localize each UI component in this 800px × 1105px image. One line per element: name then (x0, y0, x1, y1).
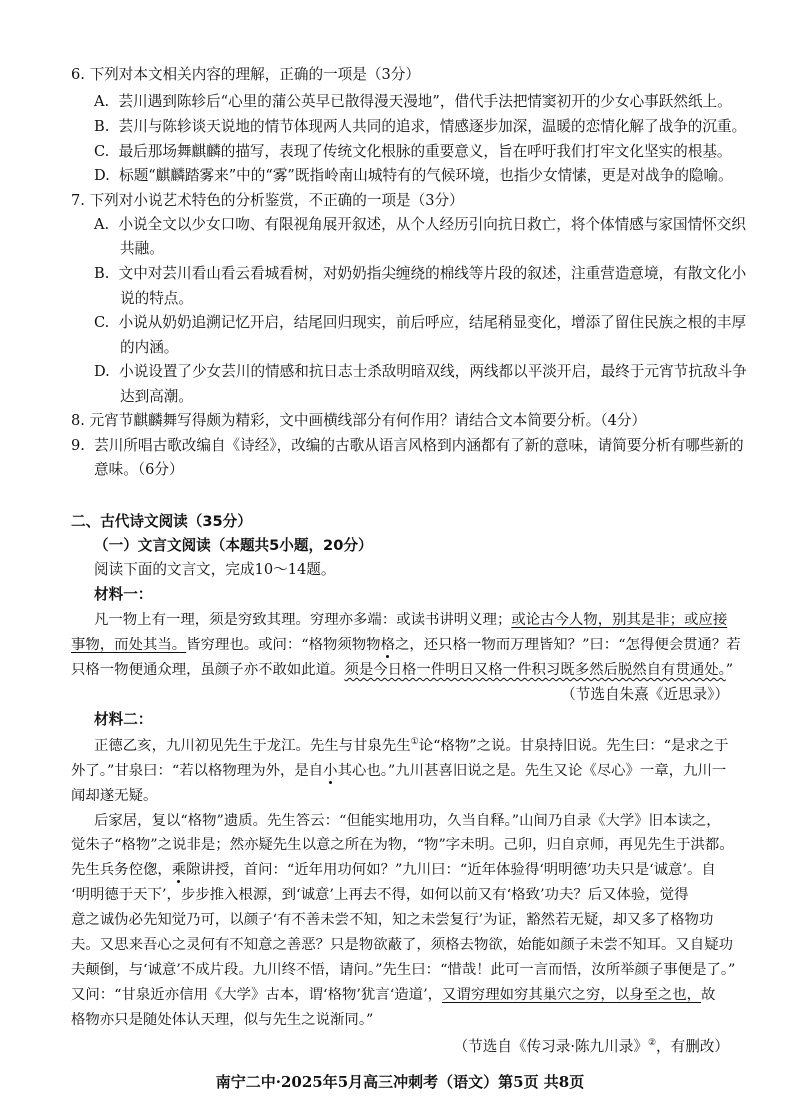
question-7-option-b: B. 文中对芸川看山看云看城看树，对奶奶指尖缠绕的棉线等片段的叙述，注重营造意境，有散文化小 (94, 265, 747, 282)
reading-instruction: 阅读下面的文言文，完成10～14题。 (94, 561, 336, 578)
footnote-marker: ① (410, 737, 419, 748)
material-2-line: ‘明明德于天下’，步步推入根源，到‘诚意’上再去不得，如何以前又有‘格致’功夫？后又体验，觉得 (71, 887, 689, 903)
material-1-text: 皆穷理也。或问：“格物须物物 (186, 637, 381, 653)
material-2-line (71, 760, 726, 782)
question-7-option-a-cont: 共融。 (120, 240, 164, 257)
material-2-text: 外了。”甘泉曰：“若以格物理为外，是自 (71, 763, 324, 779)
emphasis-dotted-char: 小 (323, 763, 338, 779)
source-text: ，有删改） (656, 1038, 729, 1055)
question-9-cont: 意味。（6分） (94, 461, 184, 478)
material-1-text: 凡一物上有一理，须是穷致其理。穷理亦多端：或读书讲明义理； (94, 612, 512, 628)
question-6-option-d: D. 标题“麒麟踏雾来”中的“雾”既指岭南山城特有的气候环境，也指少女情愫，更是对战争的隐喻。 (94, 167, 733, 184)
question-7-option-d-cont: 达到高潮。 (120, 388, 193, 405)
material-2-line: 觉朱子“格物”之说非是；然亦疑先生以意之所在为物，“物”字未明。己卯，归自京师，再见先生于洪都。 (71, 837, 734, 853)
underlined-text: 事物，而处其当。 (71, 637, 187, 653)
question-7-option-c: C. 小说从奶奶追溯记忆开启，结尾回归现实，前后呼应，结尾稍显变化，增添了留住民族之根的丰厚 (94, 314, 747, 331)
material-2-label: 材料二： (94, 711, 153, 728)
underlined-text: 又谓穷理如穷其巢穴之穷，以身至之也， (442, 987, 702, 1003)
material-2-text: 正德乙亥，九川初见先生于龙江。先生与甘泉先生 (94, 738, 411, 754)
material-2-line: 后家居，复以“格物”遗质。先生答云：“但能实地用功，久当自释。”山间乃自录《大学》旧本读之， (94, 813, 721, 829)
material-1-label: 材料一： (94, 586, 153, 603)
question-7-option-b-cont: 说的特点。 (120, 290, 193, 307)
material-2-line: 意之诚伪必先知觉乃可，以颜子‘有不善未尝不知，知之未尝复行’为证，豁然若无疑，却又多了格物功 (71, 912, 714, 928)
material-2-text: 又问：“甘泉近亦信用《大学》古本，谓‘格物’犹言‘造道’， (71, 987, 443, 1003)
page-footer: 南宁二中·2025年5月高三冲刺考（语文）第5页 共8页 (215, 1073, 585, 1091)
material-1-line-2 (71, 634, 741, 656)
material-1-text: 只格一物便通众理，虽颜子亦不敢如此道。 (71, 662, 345, 678)
question-6-stem: 6. 下列对本文相关内容的理解，正确的一项是（3分） (71, 66, 420, 83)
question-9: 9. 芸川所唱古歌改编自《诗经》，改编的古歌从语言风格到内涵都有了新的意味，请简要分析有哪些新的 (71, 437, 744, 454)
material-2-line: 格物亦只是随处体认天理，似与先生之说渐同。” (71, 1012, 374, 1028)
material-1-line-3 (71, 659, 733, 681)
question-6-option-c: C. 最后那场舞麒麟的描写，表现了传统文化根脉的重要意义，旨在呼吁我们打牢文化坚实的根基。 (94, 143, 732, 160)
material-2-source (454, 1036, 729, 1058)
material-2-line: 夫颠倒，与‘诚意’不成片段。九川终不悟，请问。”先生曰：“惜哉！此可一言而悟，汝所举颜子事便是了。” (71, 962, 736, 978)
material-2-line: 闻却遂无疑。 (71, 788, 158, 804)
material-2-line (71, 859, 716, 881)
underlined-text: 或论古今人物，别其是非；或应接 (511, 612, 728, 628)
material-1-text: 之，还只格一物而万理皆知？”曰：“怎得便会贯通？若 (394, 637, 741, 653)
section-title: 二、古代诗文阅读（35分） (71, 513, 252, 530)
material-2-text: 先生兵务倥偬， (71, 862, 172, 878)
material-1-text: ” (725, 662, 734, 678)
material-2-text: 其心也。”九川甚喜旧说之是。先生又论《尽心》一章，九川一 (337, 763, 727, 779)
footnote-marker: ② (647, 1038, 657, 1049)
subsection-title: （一）文言文阅读（本题共5小题，20分） (94, 537, 373, 554)
question-6-option-b: B. 芸川与陈轸谈天说地的情节体现两人共同的追求，情感逐步加深，温暖的恋情化解了战争的沉重。 (94, 118, 747, 135)
wavy-underlined-text: 须是今日格一件明日又格一件积习既多然后脱然自有贯通处。 (344, 662, 726, 678)
emphasis-dotted-char: 乘 (171, 862, 187, 878)
material-2-line (94, 735, 729, 757)
material-1-source: （节选自朱熹《近思录》） (561, 686, 729, 703)
question-8: 8. 元宵节麒麟舞写得颇为精彩，文中画横线部分有何作用？请结合文本简要分析。（4分） (71, 412, 647, 429)
question-7-stem: 7. 下列对小说艺术特色的分析鉴赏，不正确的一项是（3分） (71, 192, 464, 209)
material-1-line-1 (94, 609, 727, 631)
material-2-text: 隙讲授，首问：“近年用功何如？”九川曰：“近年体验得‘明明德’功夫只是‘诚意’。自 (186, 862, 716, 878)
material-2-text: 论“格物”之说。甘泉持旧说。先生曰：“是求之于 (418, 738, 729, 754)
material-2-text: 故 (701, 987, 716, 1003)
material-2-line: 夫。又思来吾心之灵何有不知意之善恶？只是物欲蔽了，须格去物欲，始能如颜子未尝不知耳。又自疑功 (71, 937, 733, 953)
material-2-line (71, 984, 715, 1006)
source-text: （节选自《传习录·陈九川录》 (453, 1038, 648, 1055)
emphasis-dotted-char: 格 (380, 637, 395, 653)
question-7-option-d: D. 小说设置了少女芸川的情感和抗日志士杀敌明暗双线，两线都以平淡开启，最终于元宵节抗敌斗争 (94, 363, 747, 380)
question-7-option-a: A. 小说全文以少女口吻、有限视角展开叙述，从个人经历引向抗日救亡，将个体情感与家国情怀交织 (94, 216, 746, 233)
question-7-option-c-cont: 的内涵。 (120, 339, 179, 356)
question-6-option-a: A. 芸川遇到陈轸后“心里的蒲公英早已散得漫天漫地”，借代手法把情窦初开的少女心事跃然纸上。 (94, 93, 732, 110)
